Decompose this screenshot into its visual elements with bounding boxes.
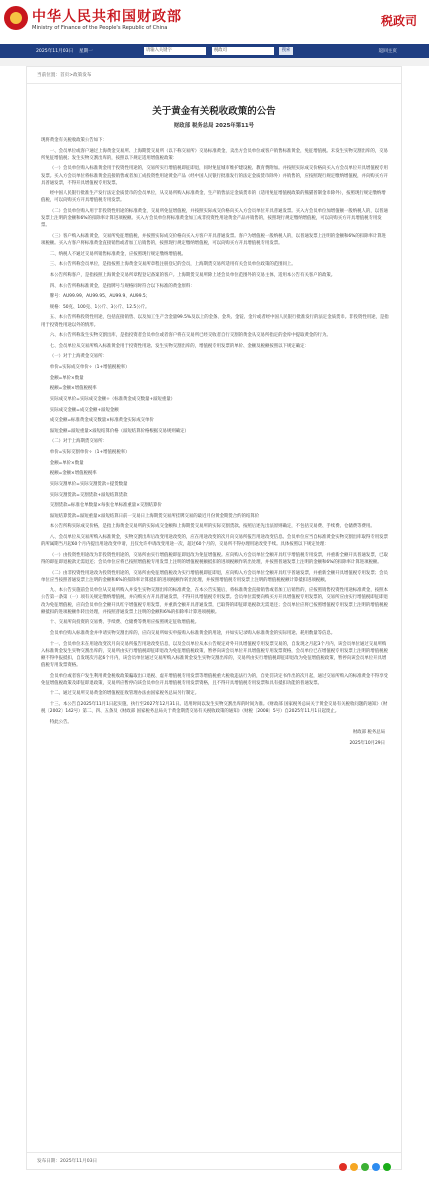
paragraph: 实际成交金额=成交金额+溢短金额 bbox=[49, 407, 119, 413]
share-bar bbox=[339, 1156, 399, 1166]
paragraph: 四、本公告所称标准黄金，是指牌号与规格同时符合以下标准的黄金原料： bbox=[49, 283, 195, 289]
paragraph: 八、会员单位从交易所购入标准黄金，实物交割出库后改变用途改变的，应在用途改变的次月向交易所报告用途改变信息。会员单位应当自标准黄金实物交割出库取得专用发票的所属期当月起60个月内提出用途改变申请，且仅允许申请改变用途一次，超过60个月的，交易所不得办理用途改变手续。具体按照以下规定处理： bbox=[41, 535, 388, 548]
paragraph: 实际交割单价=实际交割货款÷提货数量 bbox=[49, 481, 128, 487]
publish-date: 发布日期：2025年11月03日 bbox=[37, 1159, 98, 1164]
paragraph: 税额=金额×增值税税率 bbox=[49, 471, 97, 477]
search-scope-select[interactable]: 税政司 bbox=[212, 47, 274, 55]
paragraph: 牌号：AU99.99、AU99.95、AU99.9、AU99.5； bbox=[49, 294, 151, 300]
paragraph: 实际成交单价=实际成交金额÷（标准黄金成交数量+溢短重量） bbox=[49, 396, 175, 402]
paragraph: 十三、本公告自2025年11月1日起实施，执行至2027年12月31日。适用时间以发生实物交割出库的时间为准。《财政部 国家税务总局关于黄金交易有关税收问题的通知》（财税〔2002〕142号）第二、四、五条及《财政部 国家税务总局关于黄金期货交易有关税收政策的通知》（财税〔2008〕5号）自2025年11月1日起废止。 bbox=[41, 701, 388, 714]
paragraph: 单价=实际交割单价÷（1+增值税税率） bbox=[49, 450, 130, 455]
paragraph: 单价=实际成交单价÷（1+增值税税率） bbox=[49, 365, 130, 370]
paragraph: 十一、会员单位未在用途改变次月向交易所报告用途改变信息，以及会员单位从本公告规定对外开具增值税专用发票交易的，自发现之月起3个月内，该会员单位通过交易所购入标准黄金发生实物交割出库的，交易所由实行增值税即征即退改为免征增值税政策，暂停向该会员单位开具增值税专用发票资格，会员单位已在增值税专用发票上注明的增值税税额不得申报抵扣，自发现次月起6个月内，该会员单位通过交易所购入标准黄金发生实物交割出库的，交易所由实行增值税即征即退改为免征增值税政策，暂停向该会员单位开具增值税专用发票资格。 bbox=[41, 641, 388, 668]
article-body bbox=[41, 137, 389, 751]
site-title[interactable]: 中华人民共和国财政部 bbox=[32, 9, 182, 25]
paragraph: 本公告所称实际成交价格，是指上海黄金交易所的实际成交金额和上海期货交易所的实际交割货款。按照后述先出法原则确定，不包括交易费、手续费、仓储费等费用。 bbox=[49, 524, 375, 530]
divider bbox=[27, 83, 401, 84]
paragraph: 财政部 税务总局 bbox=[352, 730, 385, 736]
article-container bbox=[26, 66, 402, 1170]
paragraph: 溢短金额=溢短重量×溢短结算价格（溢短结算价格根据交易规则确定） bbox=[49, 428, 189, 434]
paragraph: 金额=单价×数量 bbox=[49, 375, 84, 381]
paragraph: 经中国人民银行批准生产发行法定金质货币的会员单位，从交易所购入标准黄金，生产销售法定金质货币的（适用免征增值税政策的熊猫普制金币除外），按照现行规定缴纳增值税，可以向购买方开具增值税专用发票。 bbox=[41, 191, 386, 204]
site-header bbox=[0, 0, 429, 44]
paragraph: 五、本公告所称投资性用途，包括直接销售、以及加工生产含金量99.5%及以上的金条、金块、金锭、金片或者经中国人民银行批准发行的法定金质货币。非投资性用途，是指用于投资性用途以外的情形。 bbox=[41, 315, 389, 328]
weibo-icon[interactable] bbox=[339, 1163, 347, 1171]
national-emblem-icon bbox=[4, 6, 28, 30]
paragraph: 一、会员单位或客户通过上海黄金交易所、上海期货交易所（以下称交易所）交易标准黄金，卖出方会员单位或客户销售标准黄金，免征增值税。未发生实物交割出库的，交易所免征增值税；发生实物交割出库的，按照以下规定适用增值税政策： bbox=[41, 148, 388, 161]
paragraph: （一）对于上海黄金交易所： bbox=[49, 354, 107, 360]
paragraph: 七、会员单位从交易所购入标准黄金用于投资性用途、发生实物交割出库的，增值税专用发票的单价、金额及税额按照以下规定确定： bbox=[49, 343, 309, 349]
site-subtitle: Ministry of Finance of the People's Republic of China bbox=[32, 25, 168, 31]
paragraph: 规格：50克、100克、1公斤、3公斤、12.5公斤。 bbox=[49, 304, 150, 310]
paragraph: 金额=单价×数量 bbox=[49, 460, 84, 466]
divider bbox=[0, 58, 429, 66]
wechat-icon[interactable] bbox=[361, 1163, 369, 1171]
paragraph: 会员单位或者客户发生利用黄金税收政策骗取出口退税、虚开增值税专用发票等增值税重大税收违法行为的，自处罚决定书作出的次月起，通过交易所购入的标准黄金不得享受免征增值税政策及即征即退政策，交易所应暂停向该会员单位开具增值税专用发票资格，且不得开具增值税专用发票和具有抵扣功能的普通发票。 bbox=[41, 673, 388, 686]
paragraph: 现将黄金有关税收政策公告如下： bbox=[41, 138, 107, 143]
qq-icon[interactable] bbox=[372, 1163, 380, 1171]
paragraph: 三、本公告所称会员单位，是指按照上海黄金交易所章程注册登记的会员，上海期货交易所适用有关会员单位政策的范围同上。 bbox=[49, 262, 296, 268]
paragraph: 六、本公告所称发生实物交割出库，是指投资者会员单位或者客户将在交易所已经交收者自行交割的黄金从交易所指定的金库中提取黄金的行为。 bbox=[49, 333, 331, 339]
article-footer bbox=[27, 1152, 401, 1169]
current-weekday: 星期一 bbox=[79, 49, 93, 54]
paragraph: 十二、通过交易所交易黄金的增值税征收管理办法由国家税务总局另行制定。 bbox=[49, 691, 200, 697]
paragraph: 会员单位购入标准黄金并申请实物交割出库的，应向交易所如实申报购入标准黄金的用途，并如实记录购入标准黄金的实际用途、耗用数量等信息。 bbox=[49, 630, 336, 636]
qzone-icon[interactable] bbox=[350, 1163, 358, 1171]
nav-bar bbox=[0, 44, 429, 58]
paragraph: （一）由投资性用途改为非投资性用途的，交易所由实行增值税即征即退改为免征增值税。应向购入方会员单位全额开具红字增值税专用发票，并重新全额开具普通发票，已取得的即征即退税款无需退还；会员单位应将已按照增值税专用发票上注明的增值税税额抵扣的进项税额作转出处理，并按照普通发票上注明的金额和6%的扣除率计算进项税额。 bbox=[41, 552, 388, 565]
paragraph: 本公告所称客户，是指按照上海黄金交易所章程登记备案的客户。上海期货交易所除上述会员单位范围外的交易主体，适用本公告有关客户的政策。 bbox=[49, 272, 336, 278]
page-title: 关于黄金有关税收政策的公告 bbox=[152, 106, 276, 117]
paragraph: 交割货款=标准仓单数量×每张仓单标准重量×交割结算价 bbox=[49, 503, 162, 509]
home-link[interactable]: 返回主页 bbox=[378, 49, 397, 54]
paragraph: 成交金额=标准黄金成交数量×标准黄金实际成交单价 bbox=[49, 418, 154, 424]
paragraph: 溢短结算货款=溢短重量×溢短结算日前一交易日上海期货交易所挂牌交易的最近月份黄金期货合约的结算价 bbox=[49, 513, 260, 519]
paragraph: （三）客户购入标准黄金，交易所免征增值税，并按照实际成交价格向买入方客户开具普通发票。客户为增值税一般纳税人的，以普通发票上注明的金额和6%的扣除率计算进项税额。买入方客户将标准黄金直接销售或者加工后销售的，按照现行规定缴纳增值税，可以向购买方开具增值税专用发票。 bbox=[41, 233, 387, 246]
breadcrumb[interactable]: 当前位置：首页>政策发布 bbox=[37, 73, 92, 78]
search-input[interactable]: 请输入关键字 bbox=[144, 47, 206, 55]
search-button[interactable]: 搜索 bbox=[279, 47, 293, 55]
paragraph: 九、本公告实施前会员单位从交易所购入并发生实物交割出库的标准黄金，在本公告实施后，将标准黄金直接销售或者加工后销售的，应按照销售投资性用途标准黄金，按照本公告第一条第（一）项有关规定缴纳增值税，并向购买方开具普通发票，不得开具增值税专用发票。会员单位需要向购买方开具增值税专用发票的，交易所应由实行增值税即征即退改为免征增值税，应向会员单位全额开具红字增值税专用发票，并重新全额开具普通发票，已取得的即征即退税款无需退还；会员单位应将已按照增值税专用发票上注明的增值税税额抵扣的进项税额作转出处理，并按照普通发票上注明的金额和6%的扣除率计算进项税额。 bbox=[41, 588, 388, 615]
paragraph: 十、交易所向投资的交易费、手续费、仓储费等费用应按照规定征收增值税。 bbox=[49, 620, 200, 626]
document-number: 财政部 税务总局 2025年第11号 bbox=[173, 123, 255, 129]
wechat-moments-icon[interactable] bbox=[383, 1163, 391, 1171]
paragraph: 特此公告。 bbox=[49, 719, 72, 725]
paragraph: 税额=金额×增值税税率 bbox=[49, 386, 97, 392]
paragraph: （二）对于上海期货交易所： bbox=[49, 439, 107, 445]
paragraph: （二）会员单位购入用于非投资性用途的标准黄金，交易所免征增值税，并按照实际成交价格向买入方会员单位开具普通发票。买入方会员单位加增值额一般纳税人的，以普通发票上注明的金额和6%的扣除率计算进项税额。买入方会员单位将标准黄金加工成非投资性用途黄金产品并销售的，按照现行规定缴纳增值税，可以向购买方开具增值税专用发票。 bbox=[41, 209, 388, 229]
paragraph: （一）会员单位购入标准黄金用于投资性用途的，交易所实行增值税即征即退，同时免征城市维护建设税、教育费附加。并按照实际成交价格向买入方会员单位开具增值税专用发票。买入方会员单位将标准黄金直接销售或者加工成投资性用途黄金产品（经中国人民银行批准发行的法定金质货币除外）并销售的，应按照现行规定缴纳增值税，并向购买方开具普通发票，不得开具增值税专用发票。 bbox=[41, 166, 388, 186]
department-name[interactable]: 税政司 bbox=[380, 14, 417, 28]
current-date: 2025年11月03日 bbox=[36, 49, 74, 54]
paragraph: （二）由非投资性用途改为投资性用途的，交易所由免征增值税改为实行增值税即征即退，应向购入方会员单位全额开具红字普通发票，并重新全额开具增值税专用发票；会员单位应当按照普通发票上注明的金额和6%的扣除率计算抵扣的进项税额作转出处理，并按照增值税专用发票上注明的增值税税额计算抵扣进项税额。 bbox=[41, 570, 388, 583]
paragraph: 实际交割货款=交割货款+溢短结算货款 bbox=[49, 492, 128, 498]
paragraph: 二、纳税人不通过交易所销售标准黄金，应按照现行规定缴纳增值税。 bbox=[49, 251, 186, 257]
paragraph: 2025年10月29日 bbox=[349, 740, 385, 746]
